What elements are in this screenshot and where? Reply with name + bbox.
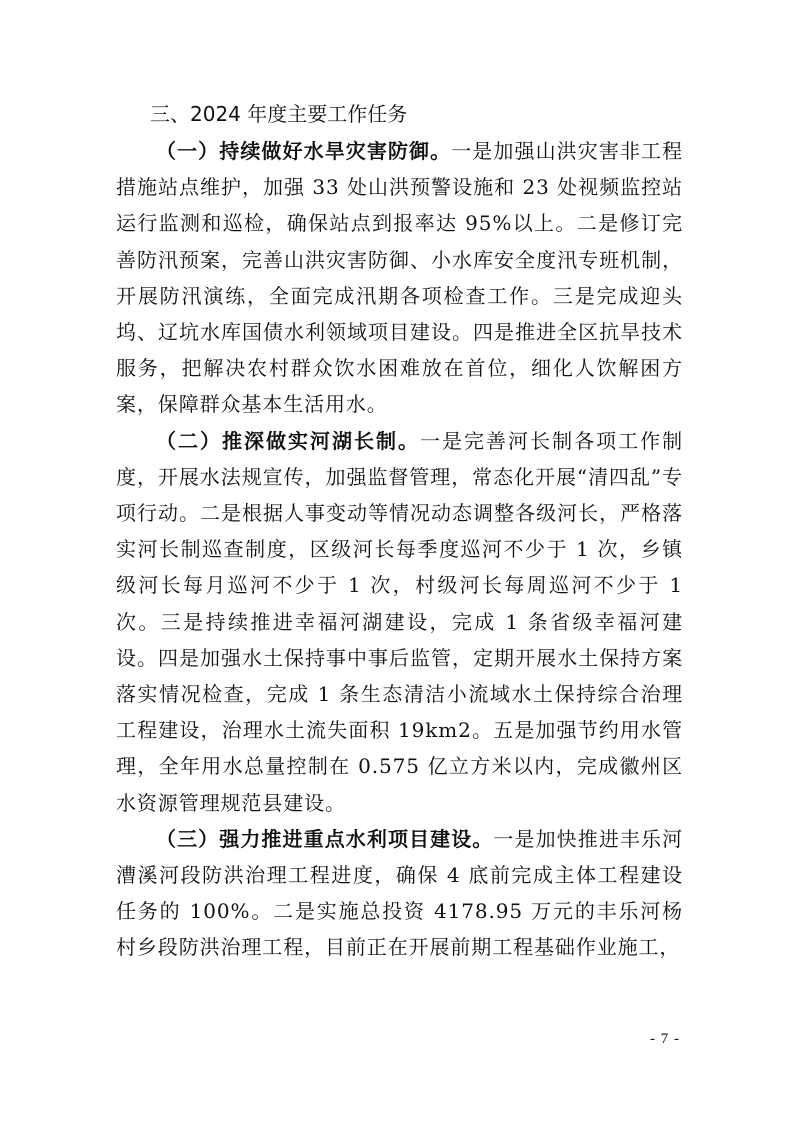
section-heading: 三、2024 年度主要工作任务 (150, 102, 408, 126)
paragraph-lead: （一）持续做好水旱灾害防御。 (156, 139, 452, 163)
page-number: - 7 - (650, 1031, 680, 1047)
paragraph-flood-drought (116, 133, 683, 423)
paragraph-lead: （二）推深做实河湖长制。 (156, 428, 421, 453)
paragraph-text: 一是完善河长制各项工作制度，开展水法规宣传，加强监督管理，常态化开展“清四乱”专项行动。二是根据人事变动等情况动态调整各级河长，严格落实河长制巡查制度，区级河长每季度巡河不少于 1 次，乡镇级河长每月巡河不少于 1 次，村级河长每周巡河不少于 1 次。三是持续推进幸福河湖建设，完成 1 条省级幸福河建设。四是加强水土保持事中事后监管，定期开展水土保持方案落实情况检查，完成 1 条生态清洁小流域水土保持综合治理工程建设，治理水土流失面积 19km2。五是加强节约用水管理，全年用水总量控制在 0.575 亿立方米以内，完成徽州区水资源管理规范县建设。 (116, 428, 683, 815)
paragraph-lead: （三）强力推进重点水利项目建设。 (156, 826, 494, 851)
paragraph-river-chief (116, 423, 683, 821)
paragraph-text: 一是加强山洪灾害非工程措施站点维护，加强 33 处山洪预警设施和 23 处视频监控站运行监测和巡检，确保站点到报率达 95%以上。二是修订完善防汛预案，完善山洪灾害防御、小水库安全度汛专班机制，开展防汛演练，全面完成汛期各项检查工作。三是完成迎头坞、辽坑水库国债水利领域项目建设。四是推进全区抗旱技术服务，把解决农村群众饮水困难放在首位，细化人饮解困方案，保障群众基本生活用水。 (116, 139, 683, 417)
document-body (116, 96, 683, 966)
paragraph-key-projects (116, 821, 683, 966)
paragraph-text: 一是加快推进丰乐河漕溪河段防洪治理工程进度，确保 4 底前完成主体工程建设任务的 100%。二是实施总投资 4178.95 万元的丰乐河杨村乡段防洪治理工程，目前正在开展前期工程基础作业施工， (116, 826, 683, 960)
